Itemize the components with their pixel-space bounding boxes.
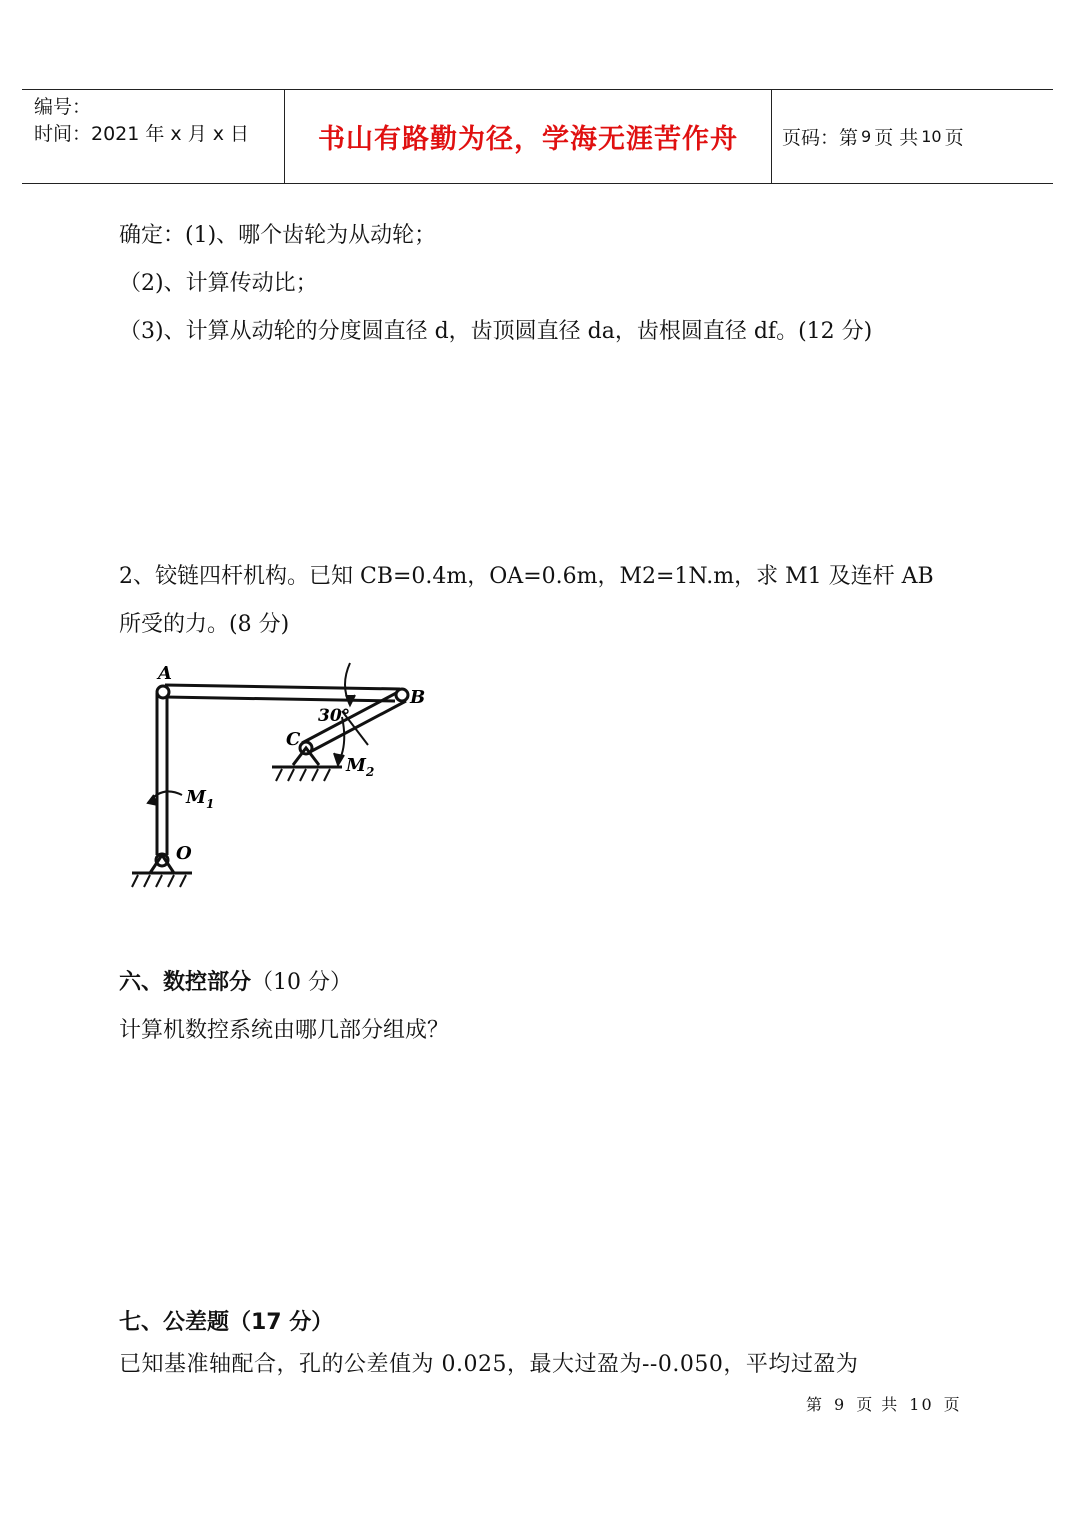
page-mid: 页 共 bbox=[874, 127, 919, 149]
label-m1: $M_1$ bbox=[186, 787, 215, 811]
q2-line2: 所受的力。(8 分) bbox=[119, 612, 290, 637]
q1-line3: （3)、计算从动轮的分度圆直径 d，齿顶圆直径 da，齿根圆直径 df。(12 分) bbox=[119, 319, 873, 344]
page-end: 页 bbox=[944, 127, 964, 149]
section6-heading bbox=[119, 968, 352, 998]
section6-title: 六、数控部分 bbox=[119, 970, 252, 995]
code-label: 编号： bbox=[34, 96, 92, 118]
q1-line1: 确定：(1)、哪个齿轮为从动轮； bbox=[119, 223, 437, 248]
label-angle: 30° bbox=[318, 706, 351, 726]
q2-line1: 2、铰链四杆机构。已知 CB=0.4m，OA=0.6m，M2=1N.m，求 M1 及连杆 AB bbox=[119, 564, 934, 589]
page-label: 页码：第 bbox=[782, 127, 859, 149]
moment-m1-icon bbox=[148, 791, 182, 805]
label-o: O bbox=[176, 843, 192, 864]
label-m2: $M_2$ bbox=[346, 755, 375, 779]
link-ab-edge bbox=[165, 697, 395, 701]
footer-prefix: 第 bbox=[806, 1395, 825, 1414]
header-page-info bbox=[782, 90, 964, 183]
header-info bbox=[34, 94, 249, 148]
label-b: B bbox=[410, 687, 426, 708]
footer-mid: 页 共 bbox=[856, 1395, 900, 1414]
page-footer bbox=[806, 1392, 972, 1415]
four-bar-linkage-figure bbox=[110, 655, 450, 905]
q1-line2: （2)、计算传动比； bbox=[119, 271, 318, 296]
ground-hatching bbox=[132, 769, 330, 887]
label-c: C bbox=[286, 729, 301, 750]
section6-score: （10 分） bbox=[251, 970, 353, 995]
footer-total: 10 bbox=[909, 1395, 934, 1414]
footer-page: 9 bbox=[834, 1395, 847, 1414]
page-number: 9 bbox=[861, 127, 872, 146]
hinge-b bbox=[396, 689, 408, 701]
footer-suffix: 页 bbox=[943, 1395, 962, 1414]
label-a: A bbox=[158, 663, 172, 684]
header-motto: 书山有路勤为径，学海无涯苦作舟 bbox=[318, 124, 738, 155]
page-total: 10 bbox=[921, 127, 942, 146]
time-label: 时间：2021 年 x 月 x 日 bbox=[34, 123, 250, 145]
page-header bbox=[22, 89, 1053, 184]
hinge-a bbox=[157, 686, 169, 698]
section7-title: 七、公差题（17 分） bbox=[119, 1310, 334, 1335]
link-ab bbox=[165, 685, 400, 689]
section6-question: 计算机数控系统由哪几部分组成？ bbox=[119, 1018, 450, 1043]
section7-question: 已知基准轴配合，孔的公差值为 0.025，最大过盈为--0.050，平均过盈为 bbox=[119, 1352, 859, 1377]
